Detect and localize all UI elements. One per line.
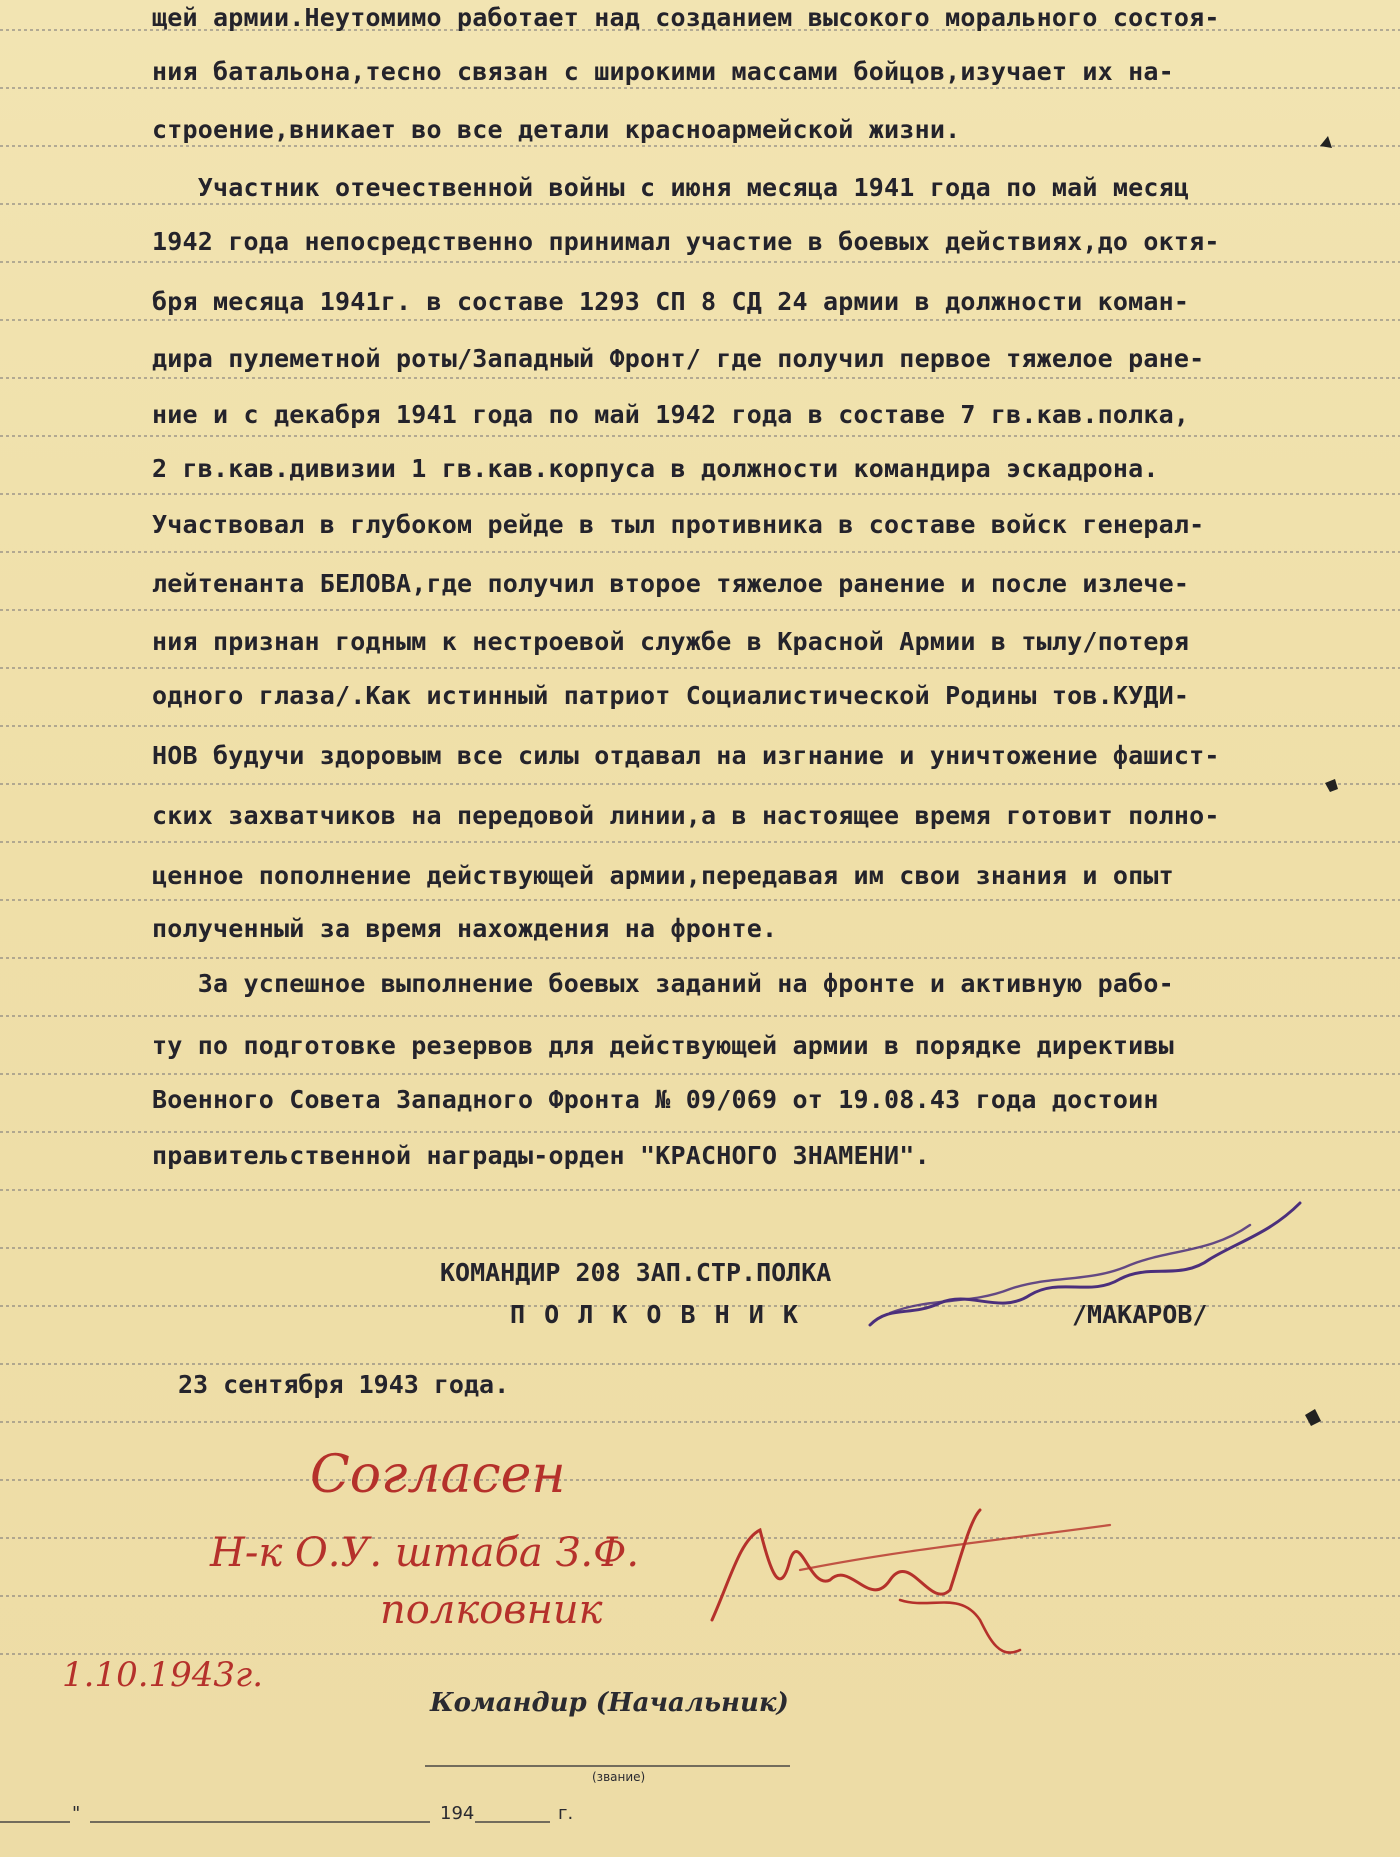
handwritten-position-2: полковник <box>380 1587 603 1633</box>
text-line: правительственной награды-орден "КРАСНОГО ЗНАМЕНИ". <box>152 1140 930 1170</box>
rank-caption: (звание) <box>592 1770 646 1784</box>
text-line: ния батальона,тесно связан с широкими массами бойцов,изучает их на- <box>152 56 1174 86</box>
date-open-quote: " <box>72 1803 81 1824</box>
signature-date: 23 сентября 1943 года. <box>178 1370 510 1399</box>
commander-title: КОМАНДИР 208 ЗАП.СТР.ПОЛКА <box>440 1258 832 1287</box>
text-line: Военного Совета Западного Фронта № 09/069 от 19.08.43 года достоин <box>152 1084 1159 1114</box>
handwritten-position-1: Н-к О.У. штаба З.Ф. <box>210 1530 640 1576</box>
text-line: ских захватчиков на передовой линии,а в настоящее время готовит полно- <box>152 800 1220 830</box>
text-line: одного глаза/.Как истинный патриот Социалистической Родины тов.КУДИ- <box>152 680 1190 710</box>
commander-label: Командир (Начальник) <box>430 1688 789 1718</box>
handwritten-date: 1.10.1943г. <box>62 1655 264 1695</box>
text-line: 2 гв.кав.дивизии 1 гв.кав.корпуса в должности командира эскадрона. <box>152 453 1159 483</box>
signatory-name: /МАКАРОВ/ <box>1072 1300 1208 1329</box>
text-line: ния признан годным к нестроевой службе в Красной Армии в тылу/потеря <box>152 626 1190 656</box>
approver-signature <box>700 1500 1120 1680</box>
ink-blot <box>1305 1409 1321 1426</box>
date-year: 194 <box>440 1803 475 1824</box>
text-line: полученный за время нахождения на фронте. <box>152 913 778 943</box>
text-line: За успешное выполнение боевых заданий на фронте и активную рабо- <box>152 968 1174 998</box>
text-line: ту по подготовке резервов для действующей армии в порядке директивы <box>152 1030 1174 1060</box>
commander-signature <box>850 1185 1310 1345</box>
date-suffix: г. <box>558 1803 574 1824</box>
text-line: ние и с декабря 1941 года по май 1942 года в составе 7 гв.кав.полка, <box>152 399 1190 429</box>
text-line: строение,вникает во все детали красноармейской жизни. <box>152 114 961 144</box>
text-line: дира пулеметной роты/Западный Фронт/ где получил первое тяжелое ране- <box>152 343 1205 373</box>
text-line: бря месяца 1941г. в составе 1293 СП 8 СД 24 армии в должности коман- <box>152 286 1190 316</box>
text-line: Участник отечественной войны с июня месяца 1941 года по май месяц <box>152 172 1190 202</box>
handwritten-agree: Согласен <box>310 1445 566 1505</box>
text-line: ценное пополнение действующей армии,передавая им свои знания и опыт <box>152 860 1174 890</box>
text-line: Участвовал в глубоком рейде в тыл противника в составе войск генерал- <box>152 509 1205 539</box>
rank: П О Л К О В Н И К <box>510 1300 800 1329</box>
text-line: лейтенанта БЕЛОВА,где получил второе тяжелое ранение и после излече- <box>152 568 1190 598</box>
text-line: щей армии.Неутомимо работает над созданием высокого морального состоя- <box>152 2 1220 32</box>
text-line: НОВ будучи здоровым все силы отдавал на изгнание и уничтожение фашист- <box>152 740 1220 770</box>
text-line: 1942 года непосредственно принимал участие в боевых действиях,до октя- <box>152 226 1220 256</box>
